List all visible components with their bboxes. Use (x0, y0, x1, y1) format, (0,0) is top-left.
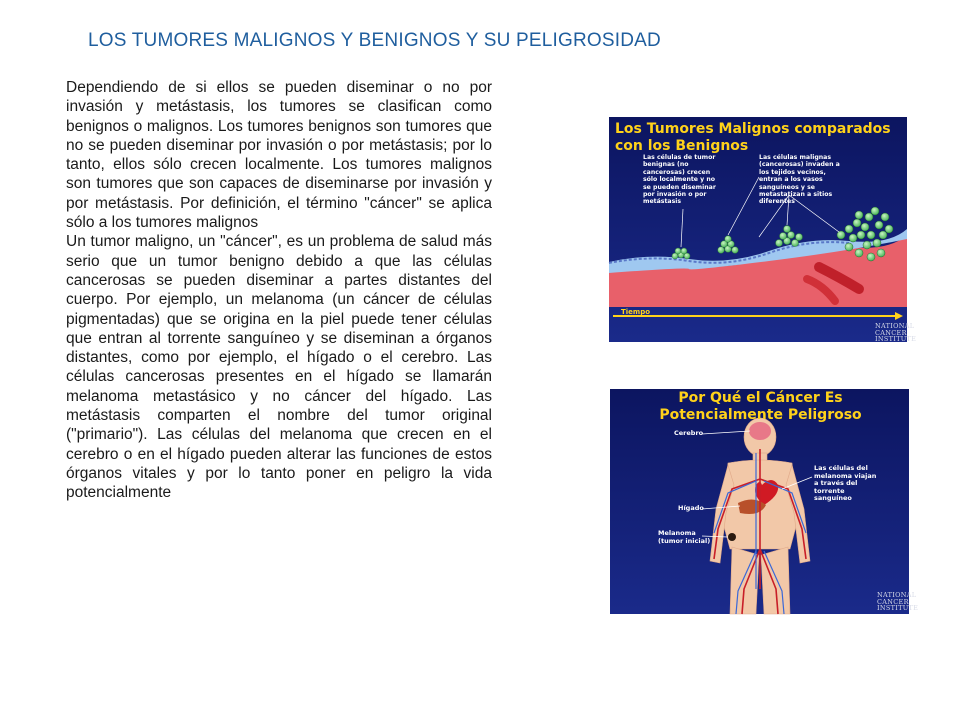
body-text (66, 78, 492, 503)
time-label: Tiempo (621, 308, 651, 316)
figure-cancer-danger (610, 389, 919, 614)
figure-1-title: Los Tumores Malignos comparados con los Benignos (615, 121, 891, 154)
nci-logo-2: NATIONAL CANCER INSTITUTE (877, 591, 919, 612)
malignant-caption: Las células malignas (cancerosas) invaden a los tejidos vecinos, entran a los vasos sanguíneos y se metastatizan a sitios diferentes (759, 154, 840, 206)
page-title: LOS TUMORES MALIGNOS Y BENIGNOS Y SU PELIGROSIDAD (88, 30, 661, 51)
label-blood: Las células del melanoma viajan a través del torrente sanguíneo (814, 464, 877, 503)
label-melanoma-sub: (tumor inicial) (658, 537, 711, 545)
label-melanoma: Melanoma (658, 529, 696, 537)
paragraph-1: Dependiendo de si ellos se pueden diseminar o no por invasión y metástasis, los tumores se clasifican como benignos o malignos. Los tumores benignos son tumores que no se pueden diseminar por invasión o por metástasis; por lo tanto, ellos sólo crecen localmente. Los tumores malignos son tumores que son capaces de diseminarse por invasión y por metástasis. Por definición, el término "cáncer" se aplica sólo a los tumores malignos (66, 79, 492, 232)
label-brain: Cerebro (674, 429, 704, 437)
figure-2-title: Por Qué el Cáncer Es Potencialmente Peligroso (659, 390, 862, 423)
paragraph-2: Un tumor maligno, un "cáncer", es un problema de salud más serio que un tumor benigno debido a que las células cancerosas se pueden diseminar a partes distantes del cuerpo. Por ejemplo, un melanoma (un cáncer de células pigmentadas) que se origina en la piel puede tener células que entran al torrente sanguíneo y se diseminan a órganos distantes, como por ejemplo, el hígado o el cerebro. Las células cancerosas presentes en el hígado se llamarán melanoma metastásico y no cáncer del hígado. Las metástasis comparten el nombre del tumor original ("primario"). Las células del melanoma que crecen en el cerebro o en el hígado pueden alterar las funciones de estos órganos vitales y por lo tanto poner en peligro la vida potencialmente (66, 233, 492, 502)
nci-logo: NATIONAL CANCER INSTITUTE (875, 322, 917, 343)
label-liver: Hígado (678, 504, 704, 512)
benign-caption: Las células de tumor benignas (no cancerosas) crecen sólo localmente y no se pueden diseminar por invasión o por metástasis (643, 154, 716, 206)
figure-benign-vs-malignant (609, 117, 917, 343)
